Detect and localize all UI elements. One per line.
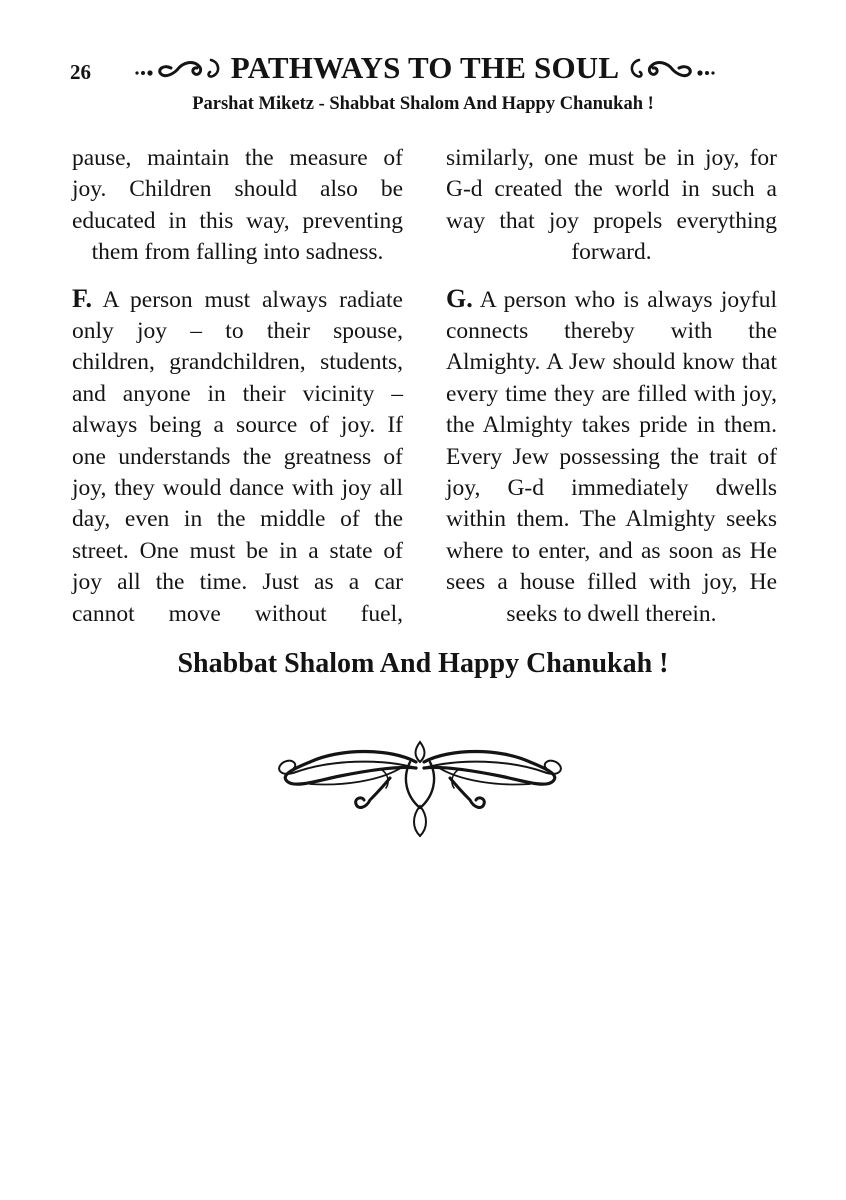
closing-greeting: Shabbat Shalom And Happy Chanukah !: [177, 648, 669, 679]
section-g-text: A person who is always joyful connects thereby with the Almighty. A Jew should know that every time they are filled with joy, the Almighty takes pride in them. Every Jew possessing the trait of joy, G-d immediately dwells within them. The Almighty seeks where to enter, and as soon as He sees a house filled with joy, He seeks to dwell therein.: [446, 286, 777, 627]
scroll-flourish-icon: [133, 54, 225, 82]
continuation-paragraph: pause, maintain the measure of joy. Children should also be educated in this way, preventing them from falling into sadness.: [72, 145, 403, 266]
section-g-paragraph: [446, 283, 777, 630]
running-header: [130, 48, 720, 88]
section-f-text: A person must always radiate only joy – to their spouse, children, grandchildren, students, and anyone in their vicinity – always being a source of joy. If one understands the greatness of joy, they would dance with joy all day, even in the middle of the street. One must be in a state of joy all the time. Just as a car cannot move without fuel,: [72, 286, 403, 627]
scroll-flourish-icon: [625, 54, 717, 82]
running-title: PATHWAYS TO THE SOUL: [230, 50, 620, 85]
section-f-label: F.: [72, 283, 92, 313]
continuation-paragraph: similarly, one must be in joy, for G-d created the world in such a way that joy propels everything forward.: [446, 145, 777, 266]
section-g-label: G.: [446, 283, 473, 313]
section-f-paragraph: [72, 283, 403, 630]
page-number: 26: [70, 60, 91, 84]
flourish-divider-icon: [270, 738, 570, 838]
right-column: [446, 143, 777, 630]
page-subtitle: Parshat Miketz - Shabbat Shalom And Happy Chanukah !: [192, 94, 654, 114]
left-column: [72, 143, 403, 630]
